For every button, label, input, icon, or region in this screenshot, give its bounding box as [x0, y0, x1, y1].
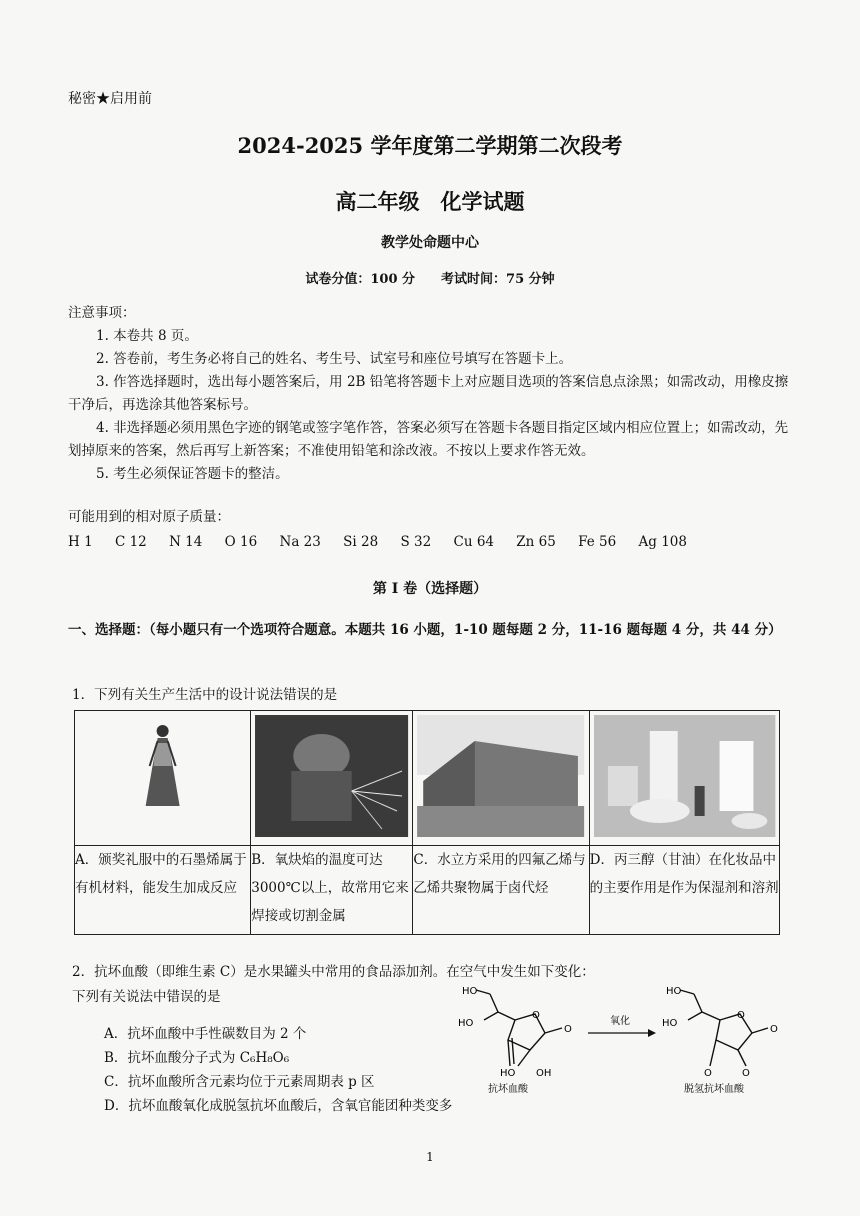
question-1-option-b: B．氧炔焰的温度可达 3000℃以上，故常用它来焊接或切割金属 — [251, 846, 413, 935]
ring-o-label-2: O — [737, 1010, 745, 1021]
question-2-option-c: C．抗坏血酸所含元素均位于元素周期表 p 区 — [104, 1074, 375, 1090]
ascorbic-acid-structure — [476, 990, 562, 1066]
ho-label-3: HO — [500, 1068, 516, 1079]
notes-block — [68, 302, 798, 486]
exam-title: 2024-2025 学年度第二学期第二次段考 — [237, 133, 623, 158]
confidential-label: 秘密★启用前 — [68, 91, 152, 107]
question-2-option-b: B．抗坏血酸分子式为 C₆H₈O₆ — [104, 1050, 290, 1066]
ho-label-5: HO — [662, 1018, 678, 1029]
cosmetics-image — [589, 711, 779, 846]
question-2-option-a: A．抗坏血酸中手性碳数目为 2 个 — [104, 1026, 307, 1042]
welding-photo — [251, 711, 412, 841]
arrow-label: 氧化 — [610, 1016, 630, 1027]
oxidation-scheme — [440, 978, 800, 1098]
atomic-mass-value: H 1 — [68, 534, 93, 550]
dehydroascorbic-acid-structure — [680, 990, 768, 1066]
atomic-mass-value: S 32 — [400, 534, 432, 550]
ring-o-label: O — [532, 1010, 540, 1021]
atomic-mass-value: O 16 — [224, 534, 258, 550]
carbonyl-o-label-2: O — [770, 1024, 778, 1035]
subject-title: 高二年级 化学试题 — [335, 189, 525, 214]
gown-image — [75, 711, 251, 846]
ho-label-4: HO — [666, 986, 682, 997]
keto-o-label-2: O — [742, 1068, 750, 1079]
page-number: 1 — [426, 1150, 434, 1164]
atomic-mass-heading: 可能用到的相对原子质量： — [68, 509, 230, 525]
note-item: 3. 作答选择题时，选出每小题答案后，用 2B 铅笔将答题卡上对应题目选项的答案信息点涂黑；如需改动，用橡皮擦干净后，再选涂其他答案标号。 — [68, 374, 789, 413]
gown-figure — [75, 711, 250, 841]
atomic-mass-value: Si 28 — [343, 534, 379, 550]
section-heading: 一、选择题：（每小题只有一个选项符合题意。本题共 16 小题，1-10 题每题 2 分，11-16 题每题 4 分，共 44 分） — [68, 622, 782, 638]
cosmetics-photo — [590, 711, 779, 841]
atomic-mass-value: Cu 64 — [453, 534, 494, 550]
question-2-substem: 下列有关说法中错误的是 — [72, 989, 221, 1005]
part-title: 第 I 卷（选择题） — [372, 581, 488, 597]
dehydroascorbic-acid-name: 脱氢抗坏血酸 — [684, 1084, 744, 1095]
atomic-mass-value: C 12 — [114, 534, 147, 550]
atomic-mass-value: Na 23 — [279, 534, 321, 550]
ho-label-2: HO — [458, 1018, 474, 1029]
note-item: 2. 答卷前，考生务必将自己的姓名、考生号、试室号和座位号填写在答题卡上。 — [96, 351, 573, 367]
question-1-option-d: D．丙三醇（甘油）在化妆品中的主要作用是作为保湿剂和溶剂 — [589, 846, 779, 935]
keto-o-label-1: O — [704, 1068, 712, 1079]
atomic-mass-value: Fe 56 — [578, 534, 617, 550]
note-item: 5. 考生必须保证答题卡的整洁。 — [96, 466, 289, 482]
oh-label: OH — [536, 1068, 552, 1079]
carbonyl-o-label: O — [564, 1024, 572, 1035]
question-2-stem: 2．抗坏血酸（即维生素 C）是水果罐头中常用的食品添加剂。在空气中发生如下变化： — [72, 964, 595, 980]
atomic-mass-value: Zn 65 — [516, 534, 556, 550]
note-item: 1. 本卷共 8 页。 — [96, 328, 198, 344]
ascorbic-acid-name: 抗坏血酸 — [488, 1084, 528, 1095]
question-1-stem: 1．下列有关生产生活中的设计说法错误的是 — [72, 687, 338, 703]
welding-image — [251, 711, 413, 846]
question-2-option-d: D．抗坏血酸氧化成脱氢抗坏血酸后，含氧官能团种类变多 — [104, 1098, 453, 1114]
score-time-line: 试卷分值：100 分 考试时间：75 分钟 — [305, 272, 555, 287]
question-1-option-c: C．水立方采用的四氟乙烯与乙烯共聚物属于卤代烃 — [413, 846, 589, 935]
atomic-mass-block — [68, 505, 705, 555]
question-2-options — [104, 1022, 452, 1118]
ho-label-1: HO — [462, 986, 478, 997]
atomic-mass-value: Ag 108 — [638, 534, 687, 550]
question-1-option-a: A．颁奖礼服中的石墨烯属于有机材料，能发生加成反应 — [75, 846, 251, 935]
atomic-mass-row — [68, 530, 705, 555]
note-item: 4. 非选择题必须用黑色字迹的钢笔或签字笔作答，答案必须写在答题卡各题目指定区域内相应位置上；如需改动，先划掉原来的答案，然后再写上新答案；不准使用铅笔和涂改液。不按以上要求作答无效。 — [68, 420, 789, 459]
water-cube-photo — [413, 711, 588, 841]
water-cube-image — [413, 711, 589, 846]
notes-heading: 注意事项： — [68, 305, 136, 321]
question-1-table — [74, 710, 780, 935]
arrow-head — [648, 1029, 656, 1037]
atomic-mass-value: N 14 — [169, 534, 203, 550]
author-line: 教学处命题中心 — [381, 235, 479, 251]
